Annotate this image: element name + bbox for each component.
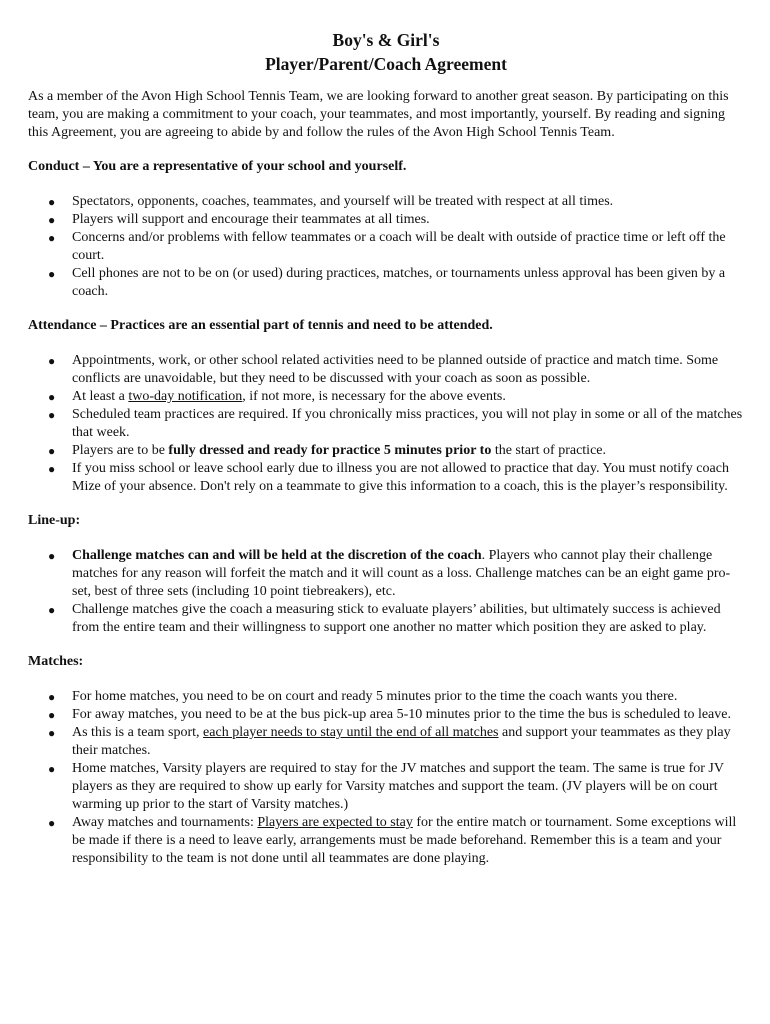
bullet-icon: ● xyxy=(48,708,56,722)
bullet-icon: ● xyxy=(48,408,56,422)
list-item: ● Appointments, work, or other school related activities need to be planned outside of practice and match time. Some conflicts are unavoidable, but they need to be discussed with your coach as soon as possible. xyxy=(48,353,719,386)
list-item: ● Concerns and/or problems with fellow teammates or a coach will be dealt with outside of practice time or left off the court. xyxy=(48,230,726,263)
bullet-icon: ● xyxy=(48,690,56,704)
lineup-list xyxy=(28,547,744,637)
matches-heading: Matches: xyxy=(28,654,84,669)
bullet-icon: ● xyxy=(48,390,56,404)
bullet-icon: ● xyxy=(48,762,56,776)
list-item: ● As this is a team sport, each player needs to stay until the end of all matches and support your teammates as they play their matches. xyxy=(48,725,731,758)
list-item: ● At least a two-day notification, if not more, is necessary for the above events. xyxy=(48,389,506,404)
attendance-list xyxy=(28,352,744,496)
underlined-text: two-day notification xyxy=(128,389,243,404)
list-item: ● Scheduled team practices are required. If you chronically miss practices, you will not play in some or all of the matches that week. xyxy=(48,407,743,440)
bullet-icon: ● xyxy=(48,816,56,830)
list-item: ● Players will support and encourage their teammates at all times. xyxy=(48,212,430,227)
list-item: ● Cell phones are not to be on (or used) during practices, matches, or tournaments unless approval has been given by a coach. xyxy=(48,266,726,299)
matches-list xyxy=(28,688,744,868)
bullet-icon: ● xyxy=(48,231,56,245)
list-item: ● Challenge matches can and will be held at the discretion of the coach. Players who cannot play their challenge matches for any reason will forfeit the match and it will count as a loss. Challenge matches can be an eight game pro-set, best of three sets (including 10 point tiebreakers), etc. xyxy=(48,548,731,599)
bullet-icon: ● xyxy=(48,354,56,368)
bullet-icon: ● xyxy=(48,603,56,617)
list-item: ● If you miss school or leave school early due to illness you are not allowed to practice that day. You must notify coach Mize of your absence. Don't rely on a teammate to give this information to a coach, this is the player’s responsibility. xyxy=(48,461,729,494)
bullet-icon: ● xyxy=(48,462,56,476)
list-item: ● Home matches, Varsity players are required to stay for the JV matches and support the team. The same is true for JV players as they are required to show up early for Varsity matches and support the team. (JV players will be on court warming up prior to the start of Varsity matches.) xyxy=(48,761,724,812)
list-item: ● Challenge matches give the coach a measuring stick to evaluate players’ abilities, but ultimately success is achieved from the entire team and their willingness to support one another no matter which position they are asked to play. xyxy=(48,602,721,635)
underlined-text: Players are expected to stay xyxy=(257,815,413,830)
bold-text: Challenge matches can and will be held at the discretion of the coach xyxy=(72,548,482,563)
title-line-1: Boy's & Girl's xyxy=(332,30,440,50)
attendance-heading: Attendance – Practices are an essential part of tennis and need to be attended. xyxy=(28,318,493,333)
conduct-heading: Conduct – You are a representative of your school and yourself. xyxy=(28,159,407,174)
list-item: ● Spectators, opponents, coaches, teammates, and yourself will be treated with respect at all times. xyxy=(48,194,614,209)
title-line-2: Player/Parent/Coach Agreement xyxy=(265,54,507,74)
underlined-text: each player needs to stay until the end of all matches xyxy=(203,725,499,740)
bullet-icon: ● xyxy=(48,195,56,209)
conduct-list xyxy=(28,193,744,301)
bullet-icon: ● xyxy=(48,213,56,227)
bullet-icon: ● xyxy=(48,726,56,740)
lineup-heading: Line-up: xyxy=(28,513,81,528)
list-item: ● For away matches, you need to be at the bus pick-up area 5-10 minutes prior to the time the bus is scheduled to leave. xyxy=(48,707,731,722)
list-item: ● Away matches and tournaments: Players are expected to stay for the entire match or tournament. Some exceptions will be made if there is a need to leave early, arrangements must be made beforehand. Remember this is a team and your responsibility to the team is not done until all teammates are done playing. xyxy=(48,815,737,866)
bullet-icon: ● xyxy=(48,444,56,458)
bold-text: fully dressed and ready for practice 5 minutes prior to xyxy=(168,443,492,458)
intro-paragraph: As a member of the Avon High School Tennis Team, we are looking forward to another great season. By participating on this team, you are making a commitment to your coach, your teammates, and most importantly, yourself. By reading and signing this Agreement, you are agreeing to abide by and follow the rules of the Avon High School Tennis Team. xyxy=(28,89,729,140)
list-item: ● Players are to be fully dressed and ready for practice 5 minutes prior to the start of practice. xyxy=(48,443,606,458)
bullet-icon: ● xyxy=(48,549,56,563)
bullet-icon: ● xyxy=(48,267,56,281)
list-item: ● For home matches, you need to be on court and ready 5 minutes prior to the time the coach wants you there. xyxy=(48,689,678,704)
